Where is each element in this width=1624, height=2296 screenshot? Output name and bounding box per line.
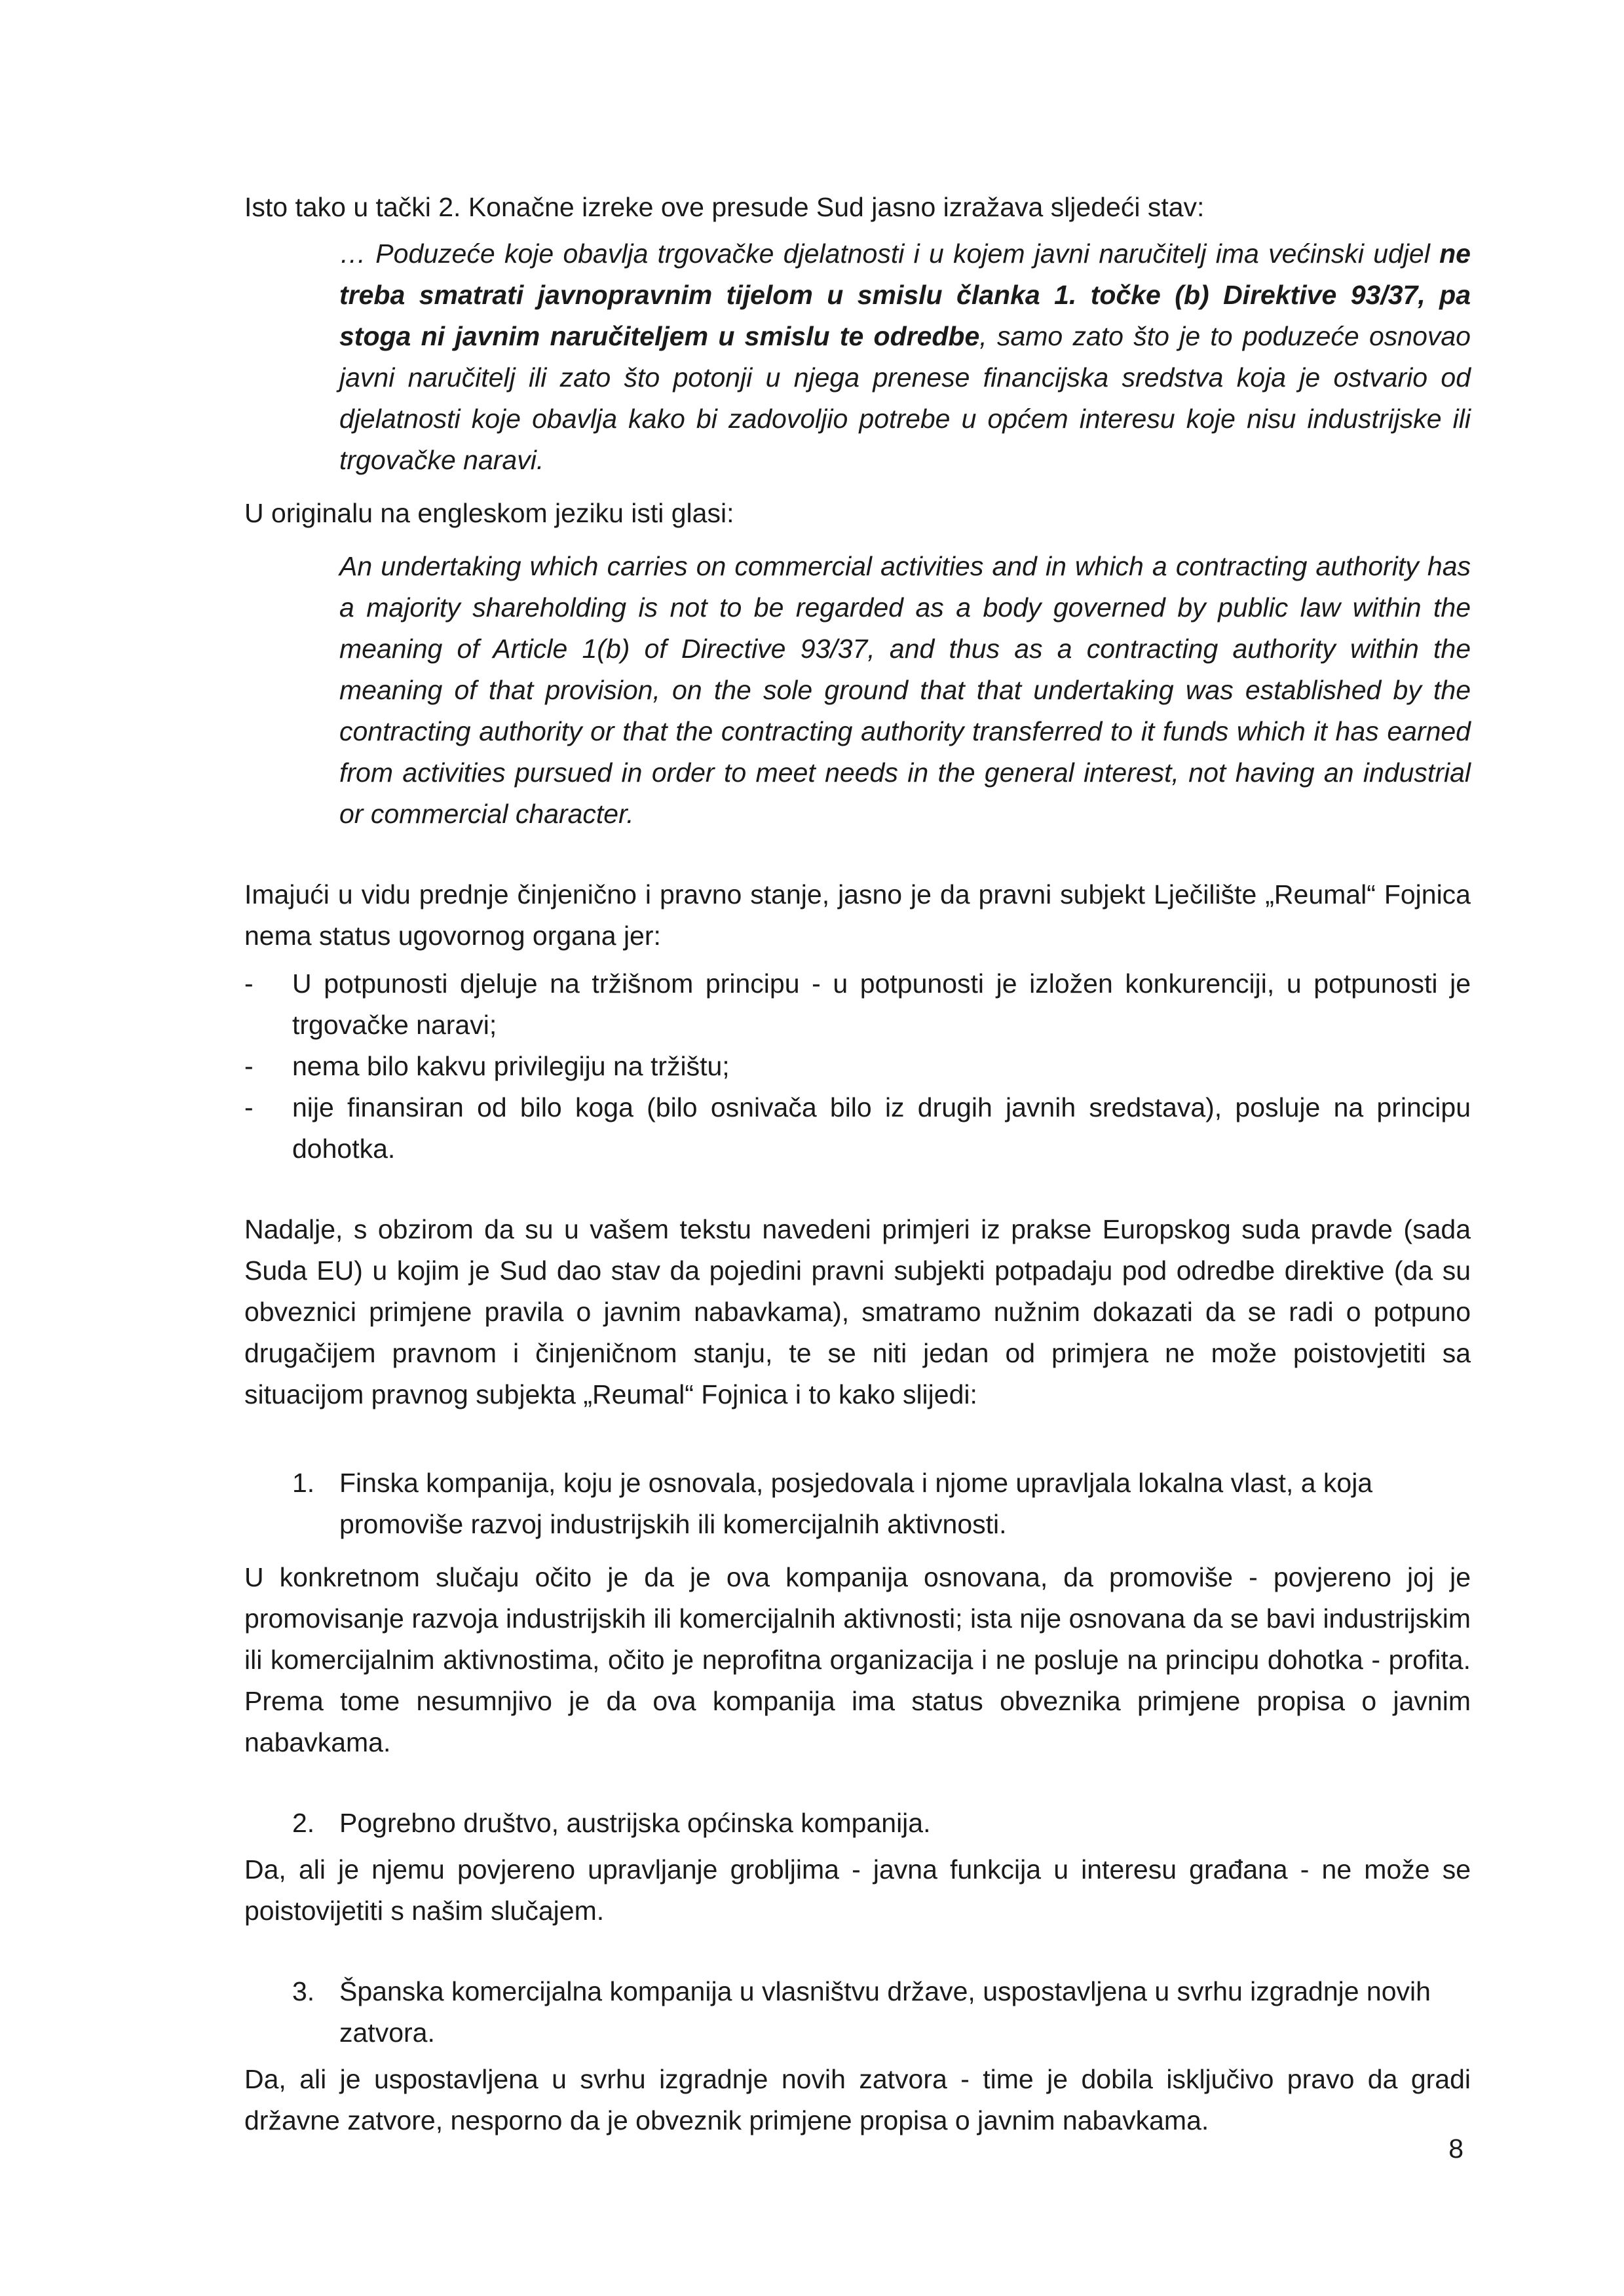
example-1-title [292, 1463, 1471, 1545]
list-item-text: U potpunosti djeluje na tržišnom principu - u potpunosti je izložen konkurenciji, u potpunosti je trgovačke naravi; [292, 968, 1471, 1040]
example-2-text: Pogrebno društvo, austrijska općinska kompanija. [339, 1808, 931, 1838]
list-item [244, 1046, 1471, 1087]
croatian-quote-part1: … Poduzeće koje obavlja trgovačke djelatnosti i u kojem javni naručitelj ima većinski udjel [339, 239, 1440, 269]
example-2-comment: Da, ali je njemu povjereno upravljanje grobljima - javna funkcija u interesu građana - ne može se poistovijetiti s našim slučajem. [244, 1854, 1471, 1926]
list-item [244, 1087, 1471, 1170]
example-1-text: Finska kompanija, koju je osnovala, posjedovala i njome upravljala lokalna vlast, a koja promoviše razvoj industrijskih ili komercijalnih aktivnosti. [339, 1468, 1373, 1539]
example-1-number: 1. [292, 1468, 315, 1498]
conclusion-intro: Imajući u vidu prednje činjenično i pravno stanje, jasno je da pravni subjekt Lječilište „Reumal“ Fojnica nema status ugovornog organa jer: [244, 879, 1471, 951]
bullet-dash: - [244, 1051, 254, 1081]
intro-paragraph: Isto tako u tački 2. Konačne izreke ove presude Sud jasno izražava sljedeći stav: [244, 192, 1205, 222]
list-item [244, 963, 1471, 1046]
example-1-comment: U konkretnom slučaju očito je da je ova kompanija osnovana, da promoviše - povjereno joj je promovisanje razvoja industrijskih ili komercijalnih aktivnosti; ista nije osnovana da se bavi industrijskim ili komercijalnim aktivnostima, očito je neprofitna organizacija i ne posluje na principu dohotka - profita. Prema tome nesumnjivo je da ova kompanija ima status obveznika primjene propisa o javnim nabavkama. [244, 1562, 1471, 1757]
original-intro: U originalu na engleskom jeziku isti glasi: [244, 498, 734, 528]
conclusion-list [244, 963, 1471, 1170]
croatian-quote [339, 233, 1471, 481]
croatian-quote-bold: ne treba smatrati javnopravnim tijelom u smislu članka 1. točke (b) Direktive 93/37, pa stoga ni javnim naručiteljem u smislu te odredbe [339, 239, 1471, 351]
croatian-quote-part2: , samo zato što je to poduzeće osnovao javni naručitelj ili zato što potonji u njega prenese financijska sredstva koja je ostvario od djelatnosti koje obavlja kako bi zadovoljio potrebe u općem interesu koje nisu industrijske ili trgovačke naravi. [339, 321, 1471, 475]
example-2-number: 2. [292, 1808, 315, 1838]
example-3-comment: Da, ali je uspostavljena u svrhu izgradnje novih zatvora - time je dobila isključivo pravo da gradi državne zatvore, nesporno da je obveznik primjene propisa o javnim nabavkama. [244, 2064, 1471, 2135]
document-page [244, 187, 1471, 2141]
bullet-dash: - [244, 968, 254, 999]
example-3-title [292, 1971, 1471, 2054]
bullet-dash: - [244, 1092, 254, 1122]
example-3-number: 3. [292, 1976, 315, 2006]
example-3-text: Španska komercijalna kompanija u vlasništvu države, uspostavljena u svrhu izgradnje novih zatvora. [339, 1976, 1431, 2048]
page-number: 8 [1448, 2133, 1463, 2164]
list-item-text: nema bilo kakvu privilegiju na tržištu; [292, 1051, 730, 1081]
further-paragraph: Nadalje, s obzirom da su u vašem tekstu navedeni primjeri iz prakse Europskog suda pravde (sada Suda EU) u kojim je Sud dao stav da pojedini pravni subjekti potpadaju pod odredbe direktive (da su obveznici primjene pravila o javnim nabavkama), smatramo nužnim dokazati da se radi o potpuno drugačijem pravnom i činjeničnom stanju, te se niti jedan od primjera ne može poistovjetiti sa situacijom pravnog subjekta „Reumal“ Fojnica i to kako slijedi: [244, 1214, 1471, 1409]
example-2-title [292, 1803, 1471, 1844]
list-item-text: nije finansiran od bilo koga (bilo osnivača bilo iz drugih javnih sredstava), posluje na principu dohotka. [292, 1092, 1471, 1164]
english-quote: An undertaking which carries on commercial activities and in which a contracting authority has a majority shareholding is not to be regarded as a body governed by public law within the meaning of Article 1(b) of Directive 93/37, and thus as a contracting authority within the meaning of that provision, on the sole ground that that undertaking was established by the contracting authority or that the contracting authority transferred to it funds which it has earned from activities pursued in order to meet needs in the general interest, not having an industrial or commercial character. [339, 551, 1471, 829]
